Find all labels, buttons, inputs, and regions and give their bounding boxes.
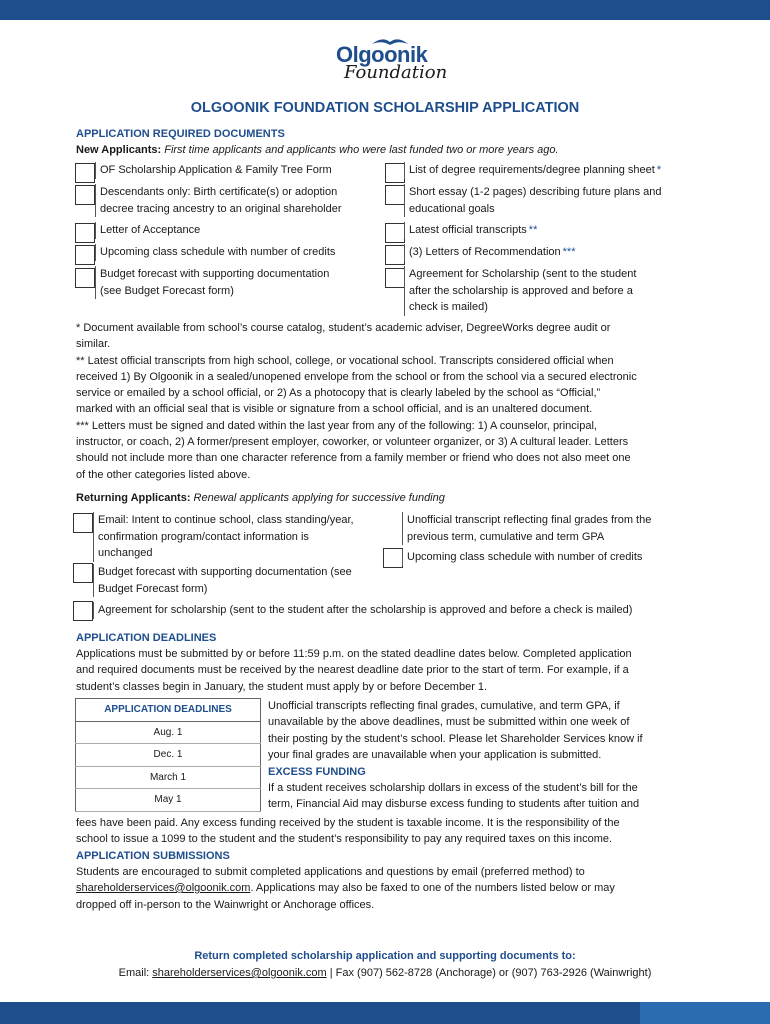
checkbox-new-left-3[interactable] <box>75 245 95 265</box>
excess-line: school to issue a 1099 to the student and the student’s responsibility to pay any required taxes on this income. <box>76 833 613 846</box>
footnote-mark: *** <box>562 246 576 258</box>
top-banner-bar <box>0 0 770 20</box>
checkbox-new-right-3[interactable] <box>385 245 405 265</box>
returning-right-item-1-label: Upcoming class schedule with number of credits <box>407 551 643 563</box>
returning-desc: Renewal applicants applying for successive funding <box>193 492 445 504</box>
deadline-date: March 1 <box>76 766 261 789</box>
submissions-line-1: Students are encouraged to submit completed applications and questions by email (preferred method) to <box>76 866 585 878</box>
checkbox-new-right-0[interactable] <box>385 163 405 183</box>
new-right-item-1 <box>404 184 662 217</box>
return-instructions: Return completed scholarship application and supporting documents to: <box>194 950 576 962</box>
checkbox-returning-right-1[interactable] <box>383 548 403 568</box>
new-left-item-4 <box>95 266 329 299</box>
checkbox-returning-left-1[interactable] <box>73 563 93 583</box>
returning-left-item-0 <box>93 512 354 562</box>
deadline-date: Dec. 1 <box>76 744 261 767</box>
new-right-item-4-label: Agreement for Scholarship (sent to the student after the scholarship is approved and before a check is mailed) <box>409 268 637 313</box>
new-right-item-0 <box>404 162 661 179</box>
logo-name: Olgoonik <box>336 42 428 67</box>
email-label: Email: <box>118 967 150 979</box>
transcript-note-line: their posting by the student’s school. Please let Shareholder Services know if <box>268 732 643 745</box>
checkbox-returning-left-0[interactable] <box>73 513 93 533</box>
submissions-line-2-rest: . Applications may also be faxed to one of the numbers listed below or may <box>250 882 615 894</box>
submissions-heading: APPLICATION SUBMISSIONS <box>76 850 230 862</box>
new-left-item-4-label: Budget forecast with supporting documentation (see Budget Forecast form) <box>100 268 330 297</box>
checkbox-new-left-2[interactable] <box>75 223 95 243</box>
new-left-item-1 <box>95 184 342 217</box>
deadlines-table-header: APPLICATION DEADLINES <box>76 699 261 722</box>
new-right-item-2 <box>404 222 537 239</box>
new-applicants-desc: First time applicants and applicants who were last funded two or more years ago. <box>164 144 559 156</box>
returning-label: Returning Applicants: <box>76 492 191 504</box>
deadlines-table <box>75 698 261 812</box>
footnote-line: marked with an official seal that is visible or signature from a school official, and is an unaltered document. <box>76 403 593 416</box>
footnote-line: ** Latest official transcripts from high school, college, or vocational school. Transcripts considered official when <box>76 354 614 367</box>
new-right-item-0-label: List of degree requirements/degree planning sheet <box>409 164 655 176</box>
new-left-item-3-label: Upcoming class schedule with number of credits <box>100 246 336 258</box>
checkbox-new-left-4[interactable] <box>75 268 95 288</box>
required-docs-heading: APPLICATION REQUIRED DOCUMENTS <box>76 128 285 140</box>
returning-agreement-item <box>93 602 632 619</box>
returning-right-item-0 <box>402 512 651 545</box>
transcript-note-line: Unofficial transcripts reflecting final grades, cumulative, and term GPA, if <box>268 700 620 712</box>
footnotes <box>76 320 637 483</box>
bottom-banner-accent <box>640 1002 770 1024</box>
excess-funding-text <box>268 780 639 813</box>
returning-agreement-item-label: Agreement for scholarship (sent to the student after the scholarship is approved and before a check is mailed) <box>98 604 633 616</box>
deadline-intro-line: Applications must be submitted by or before 11:59 p.m. on the stated deadline dates below. Completed application <box>76 648 632 660</box>
checkbox-new-right-1[interactable] <box>385 185 405 205</box>
new-right-item-2-label: Latest official transcripts <box>409 224 527 236</box>
transcript-note <box>268 698 643 763</box>
footnote-mark: ** <box>528 224 538 236</box>
new-left-item-1-label: Descendants only: Birth certificate(s) or adoption decree tracing ancestry to an original shareholder <box>100 186 342 215</box>
excess-funding-heading: EXCESS FUNDING <box>268 766 366 778</box>
checkbox-new-right-4[interactable] <box>385 268 405 288</box>
new-right-item-4 <box>404 266 636 316</box>
footnote-line: of the other categories listed above. <box>76 468 251 481</box>
footnote-line: received 1) By Olgoonik in a sealed/unopened envelope from the school or from the school via a secured electronic <box>76 370 637 383</box>
transcript-note-line: unavailable by the above deadlines, must be submitted within one week of <box>268 716 630 729</box>
new-left-item-3 <box>95 244 335 261</box>
returning-right-item-0-label: Unofficial transcript reflecting final grades from the previous term, cumulative and term GPA <box>407 514 652 543</box>
olgoonik-logo <box>330 38 448 88</box>
new-left-item-0 <box>95 162 332 179</box>
logo-subtitle: Foundation <box>344 62 448 83</box>
new-left-item-0-label: OF Scholarship Application & Family Tree Form <box>100 164 332 176</box>
page-title: OLGOONIK FOUNDATION SCHOLARSHIP APPLICATION <box>190 100 580 116</box>
checkbox-new-left-1[interactable] <box>75 185 95 205</box>
checkbox-returning-agreement[interactable] <box>73 601 93 621</box>
new-left-item-2 <box>95 222 200 239</box>
checkbox-new-right-2[interactable] <box>385 223 405 243</box>
deadline-intro-line: student’s classes begin in January, the student must apply by or before December 1. <box>76 680 488 693</box>
deadline-date: Aug. 1 <box>76 721 261 744</box>
returning-applicants-line <box>76 490 445 506</box>
contact-rest: | Fax (907) 562-8728 (Anchorage) or (907) 763-2926 (Wainwright) <box>326 967 652 979</box>
new-right-item-1-label: Short essay (1-2 pages) describing future plans and educational goals <box>409 186 662 215</box>
new-applicants-label: New Applicants: <box>76 144 162 156</box>
returning-left-item-1-label: Budget forecast with supporting documentation (see Budget Forecast form) <box>98 566 352 595</box>
footnote-line: should not include more than one character reference from a family member or friend who does not also meet one <box>76 452 631 465</box>
footnote-mark: * <box>656 164 662 176</box>
excess-line: term, Financial Aid may disburse excess funding to students after tuition and <box>268 798 640 811</box>
footnote-line: instructor, or coach, 2) A former/present employer, coworker, or volunteer organizer, or 3) A cultural leader. Letters <box>76 436 629 449</box>
new-left-item-2-label: Letter of Acceptance <box>100 224 201 236</box>
footer-email-link[interactable]: shareholderservices@olgoonik.com <box>152 967 327 979</box>
excess-funding-text-cont <box>76 815 620 848</box>
returning-right-item-1 <box>402 549 642 566</box>
submissions-email-link[interactable]: shareholderservices@olgoonik.com <box>76 882 251 894</box>
excess-line: If a student receives scholarship dollars in excess of the student’s bill for the <box>268 782 638 794</box>
new-right-item-3 <box>404 244 575 261</box>
deadline-date: May 1 <box>76 789 261 812</box>
submissions-line-2 <box>76 880 615 896</box>
excess-line: fees have been paid. Any excess funding received by the student is taxable income. It is the responsibility of the <box>76 817 620 829</box>
deadlines-heading: APPLICATION DEADLINES <box>76 632 217 644</box>
returning-left-item-0-label: Email: Intent to continue school, class standing/year, confirmation program/contact information is unchanged <box>98 514 354 559</box>
footnote-line: similar. <box>76 338 111 351</box>
returning-left-item-1 <box>93 564 352 597</box>
contact-line <box>0 965 770 981</box>
deadlines-intro <box>76 646 632 695</box>
footnote-line: service or emailed by a school official, or 2) As a photocopy that is clearly labeled by the school as “Official,” <box>76 387 601 400</box>
footnote-line: *** Letters must be signed and dated within the last year from any of the following: 1) A counselor, principal, <box>76 419 597 432</box>
deadline-intro-line: and required documents must be received by the nearest deadline date prior to the start of term. For example, if a <box>76 664 629 677</box>
submissions-line-3: dropped off in-person to the Wainwright or Anchorage offices. <box>76 899 375 911</box>
new-applicants-line <box>76 142 559 158</box>
checkbox-new-left-0[interactable] <box>75 163 95 183</box>
new-right-item-3-label: (3) Letters of Recommendation <box>409 246 561 258</box>
footnote-line: * Document available from school’s course catalog, student’s academic adviser, DegreeWorks degree audit or <box>76 322 611 334</box>
transcript-note-line: your final grades are unavailable when your application is submitted. <box>268 748 602 761</box>
